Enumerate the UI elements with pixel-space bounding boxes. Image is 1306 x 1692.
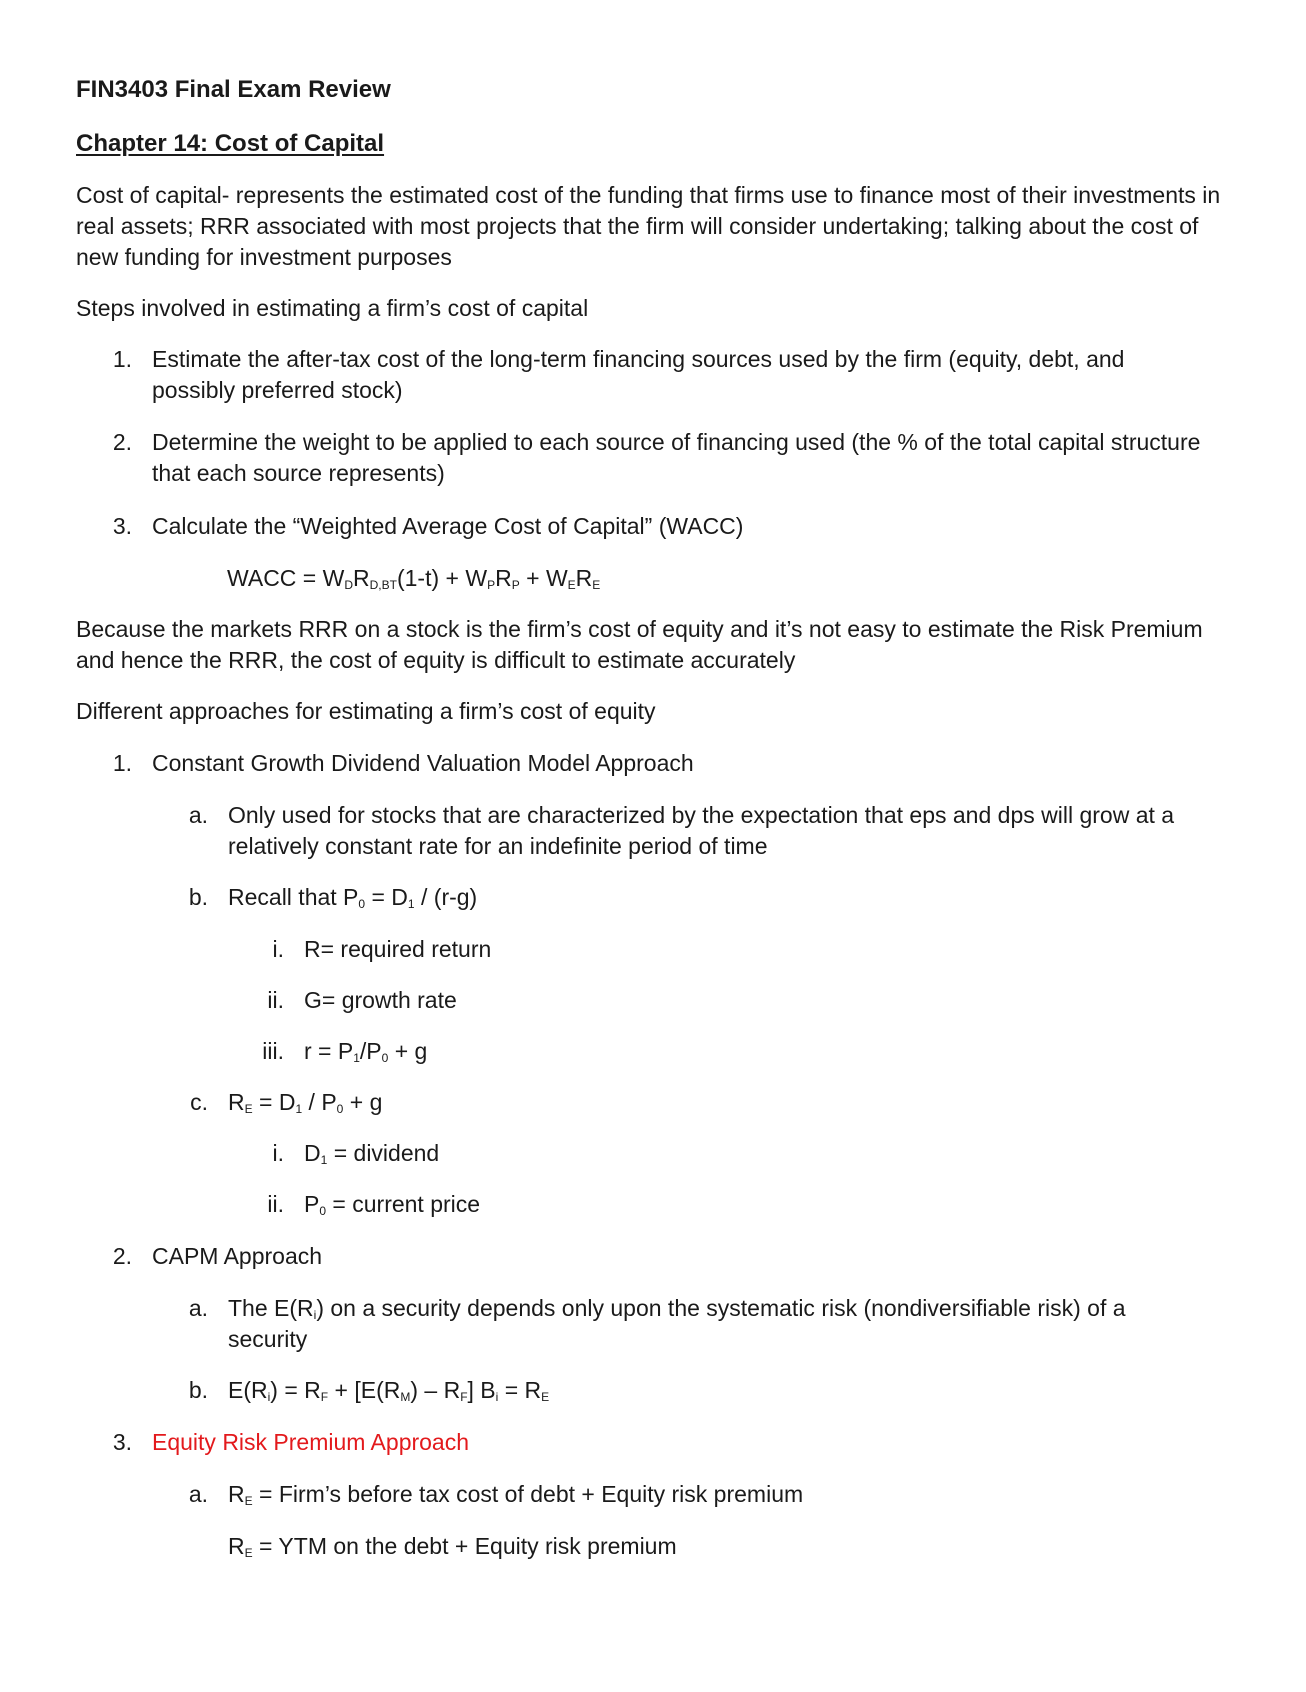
wacc-formula: WACC = $W_DR_{D,BT}(1-t) + W_PR_P + W_ER_E$: [227, 565, 601, 592]
approach-1-title: Constant Growth Dividend Valuation Model Approach: [152, 750, 694, 776]
approach-2a-text-line1: The $E(R_i)$ on a security depends only upon the systematic risk (nondiversifiable risk) of a: [228, 1295, 1126, 1322]
approach-1c-text: $R_E = D_1 / P_0 + g$: [228, 1089, 383, 1116]
approach-1b-iii-text: $r = P_1/P_0 + g$: [304, 1038, 428, 1065]
approach-1a-text: Only used for stocks that are characterized by the expectation that eps and dps will grow at a relatively constant rate for an indefinite period of time: [228, 802, 1175, 859]
capm-formula: $E(R_i) = R_F + [E(R_M) - R_F] B_i = R_E$: [228, 1377, 550, 1404]
step-3-number: 3.: [112, 513, 132, 539]
step-3-text: Calculate the “Weighted Average Cost of Capital” (WACC): [152, 513, 744, 539]
step-1-number: 1.: [112, 346, 132, 372]
step-2-number: 2.: [112, 429, 132, 455]
approach-1b-text: Recall that $P_0 = D_1 / (r-g)$: [228, 884, 478, 911]
chapter-heading: Chapter 14: Cost of Capital: [76, 130, 385, 157]
approach-1b-iii-label: iii.: [262, 1038, 284, 1064]
approach-3a-label: a.: [188, 1481, 208, 1507]
approach-1c-label: c.: [190, 1089, 208, 1115]
approach-2a-text-line2: security: [228, 1326, 308, 1352]
approach-1b-label: b.: [188, 884, 208, 910]
approach-3-title: Equity Risk Premium Approach: [152, 1429, 470, 1455]
approach-3a-text: $R_E$ = Firm’s before tax cost of debt + Equity risk premium: [228, 1481, 804, 1508]
step-2-text: Determine the weight to be applied to each source of financing used (the % of the total capital structure that each source represents): [152, 429, 1201, 486]
step-1-text: Estimate the after-tax cost of the long-term financing sources used by the firm (equity, debt, and possibly preferred stock): [152, 346, 1125, 403]
steps-intro: Steps involved in estimating a firm’s cost of capital: [76, 295, 589, 321]
approach-1c-ii-label: ii.: [267, 1191, 284, 1217]
approach-2-title: CAPM Approach: [152, 1243, 323, 1269]
approach-2a-label: a.: [188, 1295, 208, 1321]
approach-1b-i-label: i.: [272, 936, 284, 962]
approach-1b-ii-label: ii.: [267, 987, 284, 1013]
approach-1b-i-text: R= required return: [304, 936, 492, 962]
approach-3a-text-alt: $R_E$ = YTM on the debt + Equity risk premium: [228, 1533, 677, 1560]
cost-of-capital-definition: Cost of capital- represents the estimated cost of the funding that firms use to finance most of their investments in real assets; RRR associated with most projects that the firm will consider undertaking; talking about the cost of new funding for investment purposes: [76, 182, 1221, 270]
approach-1a-label: a.: [188, 802, 208, 828]
approach-2-number: 2.: [112, 1243, 132, 1269]
approach-1-number: 1.: [112, 750, 132, 776]
document-title: FIN3403 Final Exam Review: [76, 76, 391, 103]
approach-1b-ii-text: G= growth rate: [304, 987, 457, 1013]
approach-2b-label: b.: [188, 1377, 208, 1403]
approach-1c-i-label: i.: [272, 1140, 284, 1166]
approach-1c-ii-text: $P_0$ = current price: [304, 1191, 481, 1218]
approach-1c-i-text: $D_1$ = dividend: [304, 1140, 440, 1167]
cost-of-equity-note: Because the markets RRR on a stock is the firm’s cost of equity and it’s not easy to estimate the Risk Premium and hence the RRR, the cost of equity is difficult to estimate accurately: [76, 616, 1203, 673]
approaches-intro: Different approaches for estimating a firm’s cost of equity: [76, 698, 656, 724]
approach-3-number: 3.: [112, 1429, 132, 1455]
